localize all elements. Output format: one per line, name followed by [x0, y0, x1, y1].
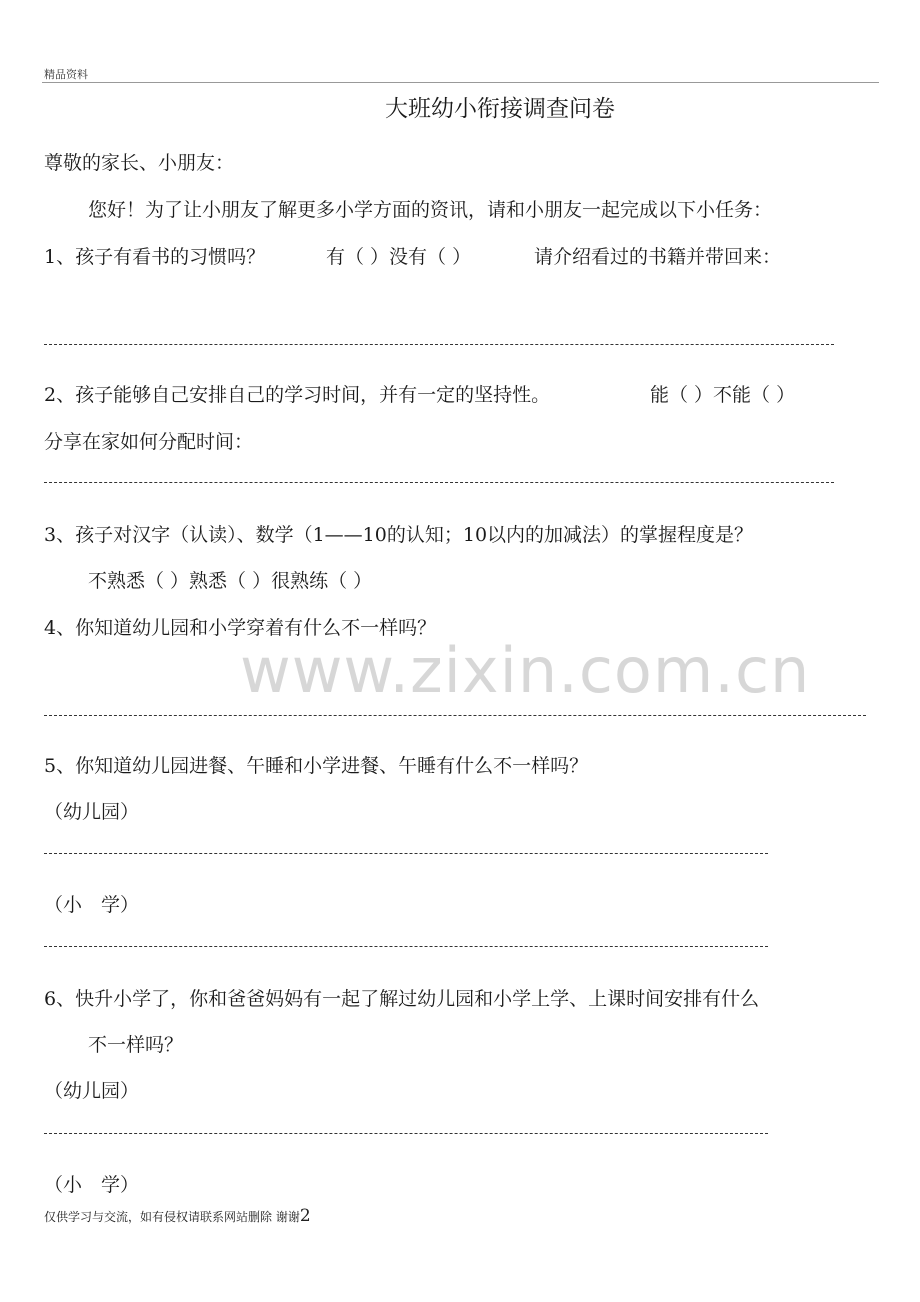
question-1-options: 有（ ）没有（ ） [326, 246, 472, 268]
footer-note: 仅供学习与交流，如有侵权请联系网站删除 谢谢 [44, 1210, 300, 1224]
question-4: 4、你知道幼儿园和小学穿着有什么不一样吗？ [44, 617, 437, 639]
answer-line [44, 482, 834, 483]
question-2-options: 能（ ）不能（ ） [650, 384, 796, 406]
answer-line [44, 715, 866, 716]
question-5-primary: （小 学） [44, 894, 140, 916]
question-5: 5、你知道幼儿园进餐、午睡和小学进餐、午睡有什么不一样吗？ [44, 755, 589, 777]
question-6: 6、快升小学了，你和爸爸妈妈有一起了解过幼儿园和小学上学、上课时间安排有什么 [44, 988, 760, 1010]
answer-line [44, 853, 768, 854]
question-5-kindergarten: （幼儿园） [44, 801, 140, 823]
page-title: 大班幼小衔接调查问卷 [385, 96, 615, 122]
question-6-kindergarten: （幼儿园） [44, 1080, 140, 1102]
greeting: 尊敬的家长、小朋友： [44, 152, 235, 174]
page-number: 2 [299, 1206, 311, 1226]
answer-line [44, 1133, 768, 1134]
header-rule [42, 82, 879, 83]
question-1-note: 请介绍看过的书籍并带回来： [534, 246, 782, 268]
question-6-primary: （小 学） [44, 1174, 140, 1196]
header-label: 精品资料 [44, 68, 88, 81]
question-2-sub: 分享在家如何分配时间： [44, 431, 254, 453]
answer-line [44, 946, 768, 947]
question-3-options: 不熟悉（ ）熟悉（ ）很熟练（ ） [88, 570, 373, 592]
watermark: www.zixin.com.cn [240, 634, 811, 707]
intro-text: 您好！为了让小朋友了解更多小学方面的资讯，请和小朋友一起完成以下小任务： [88, 199, 773, 221]
footer [44, 1206, 311, 1226]
question-6-continued: 不一样吗？ [88, 1034, 184, 1056]
question-2: 2、孩子能够自己安排自己的学习时间，并有一定的坚持性。 [44, 384, 551, 406]
question-1: 1、孩子有看书的习惯吗？ [44, 246, 266, 268]
question-3: 3、孩子对汉字（认读）、数学（1——10的认知；10以内的加减法）的掌握程度是？ [44, 524, 754, 546]
answer-line [44, 344, 834, 345]
